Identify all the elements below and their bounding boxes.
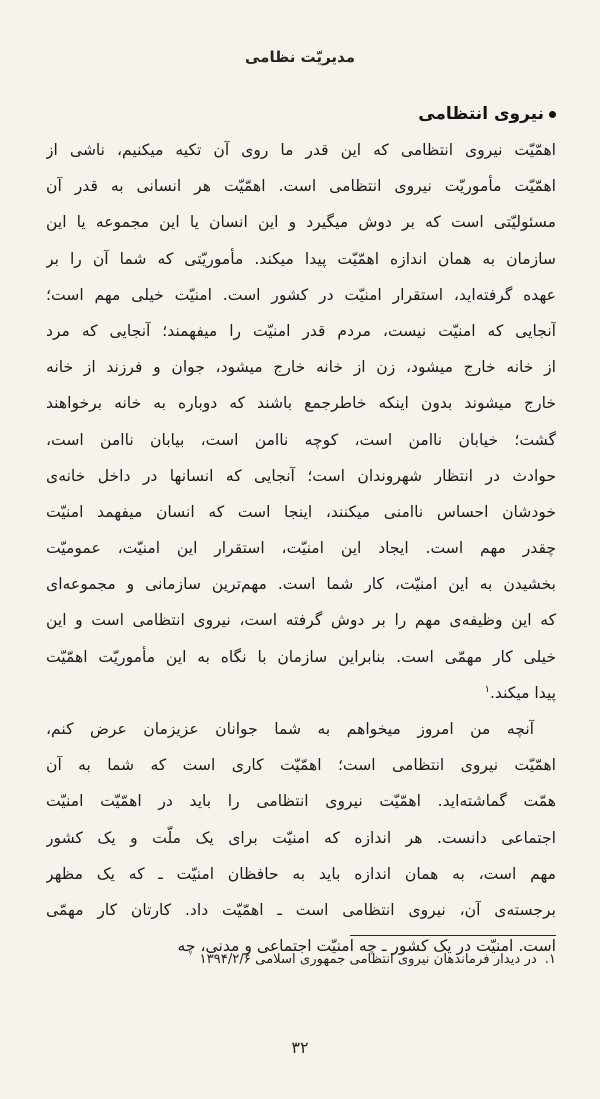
text-line: خودشان احساس ناامنی میکنند، اینجا است که انسان میفهمد امنیّت — [46, 502, 556, 521]
footnote-divider — [350, 935, 556, 936]
text-line: که این وظیفه‌ی مهم را بر دوش گرفته است، نیروی انتظامی است و این — [46, 611, 556, 630]
text-line: خارج میشوند بدون اینکه خاطرجمع باشند که دوباره به خانه برخواهند — [46, 394, 556, 413]
text-line: اجتماعی دانست. هر اندازه که امنیّت برای یک ملّت و یک کشور — [46, 828, 556, 847]
text-line: پیدا میکند.$^۱$ — [484, 683, 556, 702]
text-line: گشت؛ خیابان ناامن است، کوچه ناامن است، بیابان ناامن است، — [46, 430, 556, 449]
text-line: سازمان به همان اندازه اهمّیّت پیدا میکند. مأموریّتی که شما آن را بر — [46, 249, 556, 268]
section-heading — [418, 104, 556, 124]
text-line: مسئولیّتی است که بر دوش میگیرد و این انسان یا این مجموعه یا این — [46, 213, 556, 232]
text-line: مهم است، به همان اندازه باید به حافظان امنیّت ـ که یک مظهر — [46, 864, 556, 883]
paragraph — [46, 711, 556, 964]
text-line: برجسته‌ی آن، نیروی انتظامی است ـ اهمّیّت داد. کارتان کار مهمّی — [46, 900, 556, 919]
footnote-number: ۱. — [544, 952, 556, 967]
text-line: اهمّیّت نیروی انتظامی است؛ اهمّیّت کاری است که شما به آن — [46, 756, 556, 775]
paragraph — [46, 132, 556, 711]
footnote-marker: ۱ — [484, 683, 490, 695]
bullet-icon — [549, 111, 556, 118]
text-line: عهده گرفته‌اید، استقرار امنیّت در کشور است. امنیّت خیلی مهم است؛ — [46, 285, 556, 304]
text-line: آنچه من امروز میخواهم به شما جوانان عزیزمان عرض کنم، — [46, 720, 534, 738]
text-line: است. امنیّت در یک کشور ـ چه امنیّت اجتماعی و مدنی، چه — [177, 937, 556, 956]
text-line: همّت گماشته‌اید. اهمّیّت نیروی انتظامی را باید در اهمّیّت امنیّت — [46, 792, 556, 811]
text-line: خیلی کار مهمّی است. بنابراین سازمان با نگاه به این مأموریّت اهمّیّت — [46, 647, 556, 666]
page-number: ۳۲ — [291, 1038, 309, 1057]
body-text — [46, 132, 556, 964]
text-line: چقدر مهم است. ایجاد این امنیّت، استقرار این امنیّت، عمومیّت — [46, 539, 556, 558]
footnote — [46, 950, 556, 970]
text-line: از خانه خارج میشود، زن از خانه خارج میشود، جوان و فرزند از خانه — [46, 358, 556, 377]
text-line: بخشیدن به این امنیّت، کار شما است. مهم‌ترین سازمانی و مجموعه‌ای — [46, 575, 556, 594]
footnote-text: در دیدار فرماندهان نیروی انتظامی جمهوری اسلامی ۱۳۹۴/۲/۶ — [199, 952, 537, 967]
text-line: اهمّیّت مأموریّت نیروی انتظامی است. اهمّیّت هر انسانی به قدر آن — [46, 177, 556, 196]
section-heading-text: نیروی انتظامی — [418, 104, 544, 124]
text-line: آنجایی که امنیّت نیست، مردم قدر امنیّت را میفهمند؛ آنجایی که مرد — [46, 321, 556, 340]
text-line: اهمّیّت نیروی انتظامی که این قدر ما روی آن تکیه میکنیم، ناشی از — [46, 141, 556, 159]
running-header: مدیریّت نظامی — [245, 48, 355, 66]
text-line: حوادث در انتظار شهروندان است؛ آنجایی که انسانها در داخل خانه‌ی — [46, 466, 556, 485]
